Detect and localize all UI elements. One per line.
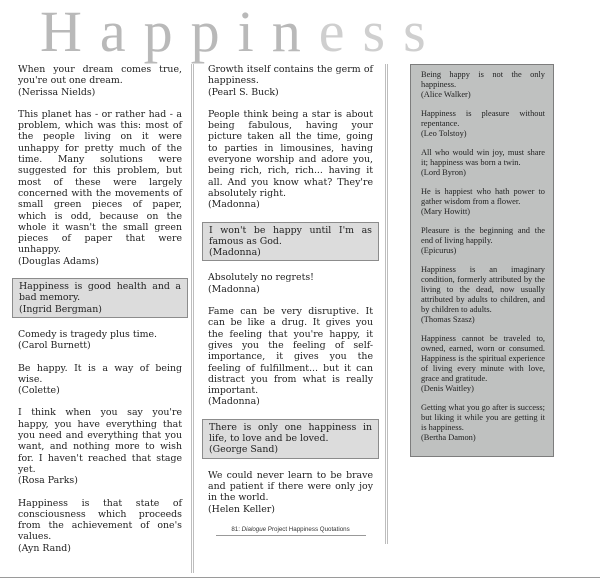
quote-text: Happiness cannot be traveled to, owned, earned, worn or consumed. Happiness is the spiritual experience of living every minute with love, grace and gratitude.: [421, 334, 545, 383]
quote-text: I think when you say you're happy, you have everything that you need and everything that you want, and nothing more to wish for. I haven't reached that stage yet.: [18, 407, 182, 475]
quote: [18, 329, 182, 352]
quote-text: Growth itself contains the germ of happiness.: [208, 64, 373, 87]
quote-author: (George Sand): [209, 444, 279, 456]
quote-text: Fame can be very disruptive. It can be like a drug. It gives you the feeling that you're happy, it gives you the feeling of self-importance, it gives you the feeling of fulfillment... but it can distract you from what is really important.: [208, 306, 373, 397]
quote-author: (Douglas Adams): [18, 255, 99, 267]
quotes-column-1: [18, 64, 182, 554]
quote-author: (Madonna): [208, 396, 260, 408]
footer-publication: Dialogue: [241, 525, 267, 533]
quote-author: (Mary Howitt): [421, 207, 471, 216]
quote-text: Absolutely no regrets!: [208, 272, 314, 284]
quote-author: (Madonna): [209, 247, 261, 259]
quote-columns: [0, 64, 600, 578]
watermark-band: [0, 0, 600, 64]
quote-author: (Colette): [18, 385, 60, 397]
quote-author: (Madonna): [208, 283, 260, 295]
quote: [421, 109, 545, 139]
quote-text: All who would win joy, must share it; happiness was born a twin.: [421, 148, 545, 167]
quote: [18, 363, 182, 397]
quote-text: Pleasure is the beginning and the end of living happily.: [421, 226, 545, 245]
quote: [18, 498, 182, 554]
watermark-tail: ess: [318, 0, 444, 64]
quote-text: When your dream comes true, you're out one dream.: [18, 64, 182, 87]
quote-author: (Rosa Parks): [18, 475, 78, 487]
column-3-wrapper: [388, 64, 600, 465]
quote-text: This planet has - or rather had - a problem, which was this: most of the people living on it were unhappy for pretty much of the time. Many solutions were suggested for this problem, but most of these were largely concerned with the movements of small green pieces of paper, which is odd, because on the whole it wasn't the small green pieces of paper that were unhappy.: [18, 108, 182, 256]
watermark-title: [40, 2, 444, 62]
quote: [421, 187, 545, 217]
quote-author: (Ayn Rand): [18, 542, 71, 554]
quote-author: (Lord Byron): [421, 168, 466, 177]
watermark-head: Happin: [40, 0, 319, 64]
sidebar-box: [410, 64, 554, 457]
highlighted-quote: [202, 419, 379, 459]
quote-author: (Epicurus): [421, 246, 457, 255]
page-footer: [216, 526, 366, 536]
quote: [421, 70, 545, 100]
quote-author: (Leo Tolstoy): [421, 129, 467, 138]
quote: [208, 64, 373, 98]
quote: [208, 470, 373, 515]
quote: [421, 334, 545, 394]
quote-author: (Carol Burnett): [18, 340, 91, 352]
quote-author: (Pearl S. Buck): [208, 86, 279, 98]
quote-author: (Alice Walker): [421, 90, 471, 99]
quote-text: There is only one happiness in life, to love and be loved.: [209, 421, 372, 445]
quote-author: (Madonna): [208, 199, 260, 211]
quote-text: He is happiest who hath power to gather wisdom from a flower.: [421, 187, 545, 206]
quote: [421, 226, 545, 256]
quote-text: People think being a star is about being fabulous, having your picture taken all the time, going to parties in limousines, having everyone worship and adore you, being rich, rich, rich... having it all. And you know what? They're absolutely right.: [208, 108, 373, 199]
quote-author: (Helen Keller): [208, 503, 275, 515]
quote: [421, 403, 545, 443]
quote-text: Being happy is not the only happiness.: [421, 70, 545, 89]
quote: [208, 109, 373, 211]
highlighted-quote: [202, 222, 379, 262]
quote-text: Happiness is an imaginary condition, formerly attributed by the living to the dead, now usually attributed by adults to children, and by children to adults.: [421, 265, 545, 314]
quote: [208, 306, 373, 408]
quote: [421, 265, 545, 325]
quote-text: Getting what you go after is success; but liking it while you are getting it is happiness.: [421, 403, 545, 432]
highlighted-quote: [12, 278, 188, 318]
quote-author: (Nerissa Nields): [18, 86, 96, 98]
quote-text: Happiness is that state of consciousness which proceeds from the achievement of one's values.: [18, 497, 182, 543]
quote-author: (Thomas Szasz): [421, 315, 475, 324]
page-number: 81:: [231, 525, 240, 533]
quote: [421, 148, 545, 178]
quote-text: We could never learn to be brave and patient if there were only joy in the world.: [208, 469, 373, 504]
quotes-column-3: [421, 70, 545, 443]
quote: [18, 407, 182, 486]
quote-text: Comedy is tragedy plus time.: [18, 328, 157, 340]
footer-title: Project Happiness Quotations: [267, 525, 350, 533]
quote: [18, 109, 182, 267]
quote: [18, 64, 182, 98]
quote-text: Be happy. It is a way of being wise.: [18, 362, 182, 385]
column-1-wrapper: [0, 64, 194, 573]
quote-text: I won't be happy until I'm as famous as God.: [209, 224, 372, 247]
quote-author: (Bertha Damon): [421, 433, 476, 442]
column-2-wrapper: [194, 64, 388, 544]
quotes-column-2: [208, 64, 373, 515]
quote: [208, 272, 373, 295]
quote-author: (Ingrid Bergman): [19, 303, 102, 315]
quote-text: Happiness is pleasure without repentance.: [421, 109, 545, 128]
quote-text: Happiness is good health and a bad memory.: [19, 281, 181, 304]
quote-author: (Denis Waitley): [421, 384, 474, 393]
